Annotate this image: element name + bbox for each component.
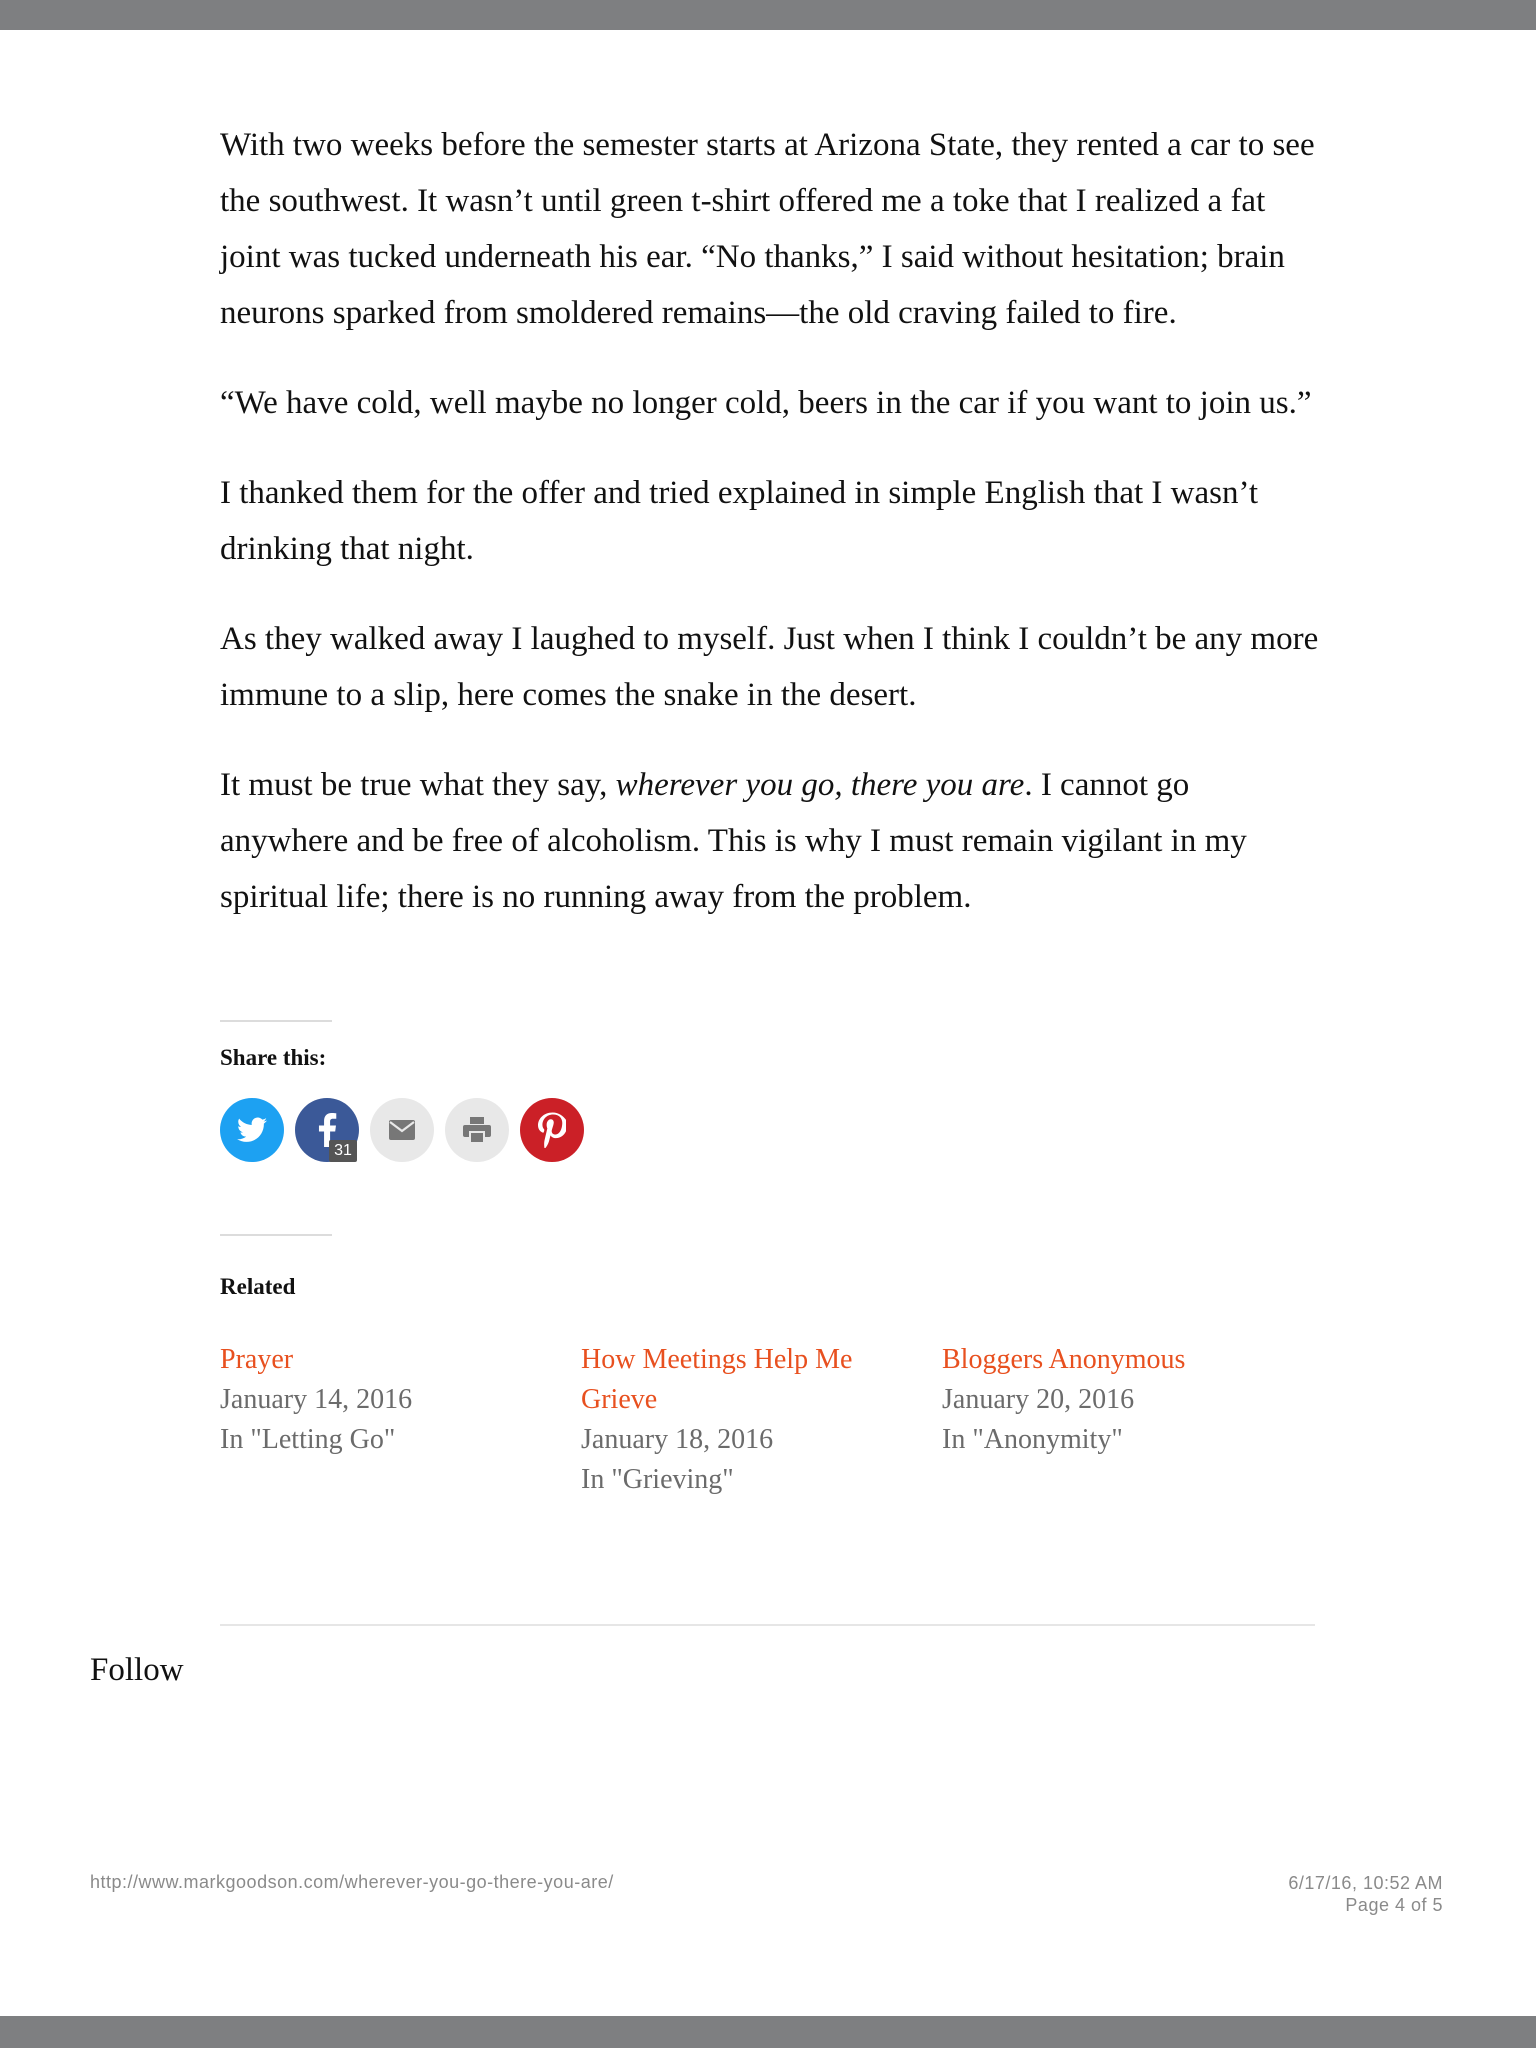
paragraph: “We have cold, well maybe no longer cold, beers in the car if you want to join us.”	[220, 385, 1312, 421]
twitter-share-button[interactable]	[220, 1098, 284, 1162]
footer-page-number: Page 4 of 5	[1345, 1895, 1443, 1915]
related-post	[220, 1340, 540, 1460]
top-bar	[0, 0, 1536, 30]
divider	[220, 1020, 332, 1022]
twitter-icon	[237, 1117, 267, 1143]
paragraph: As they walked away I laughed to myself. Just when I think I couldn’t be any more immune to a slip, here comes the snake in the desert.	[220, 621, 1319, 713]
footer-meta	[1288, 1872, 1443, 1916]
related-post-link[interactable]: How Meetings Help Me Grieve	[581, 1344, 853, 1415]
paragraph-text: . I cannot go anywhere and be free of alcoholism. This is why I must remain vigilant in my spiritual life; there is no running away from the problem.	[220, 767, 1247, 915]
footer-datetime: 6/17/16, 10:52 AM	[1288, 1873, 1443, 1893]
related-post-category: In "Anonymity"	[942, 1424, 1123, 1455]
share-title: Share this:	[220, 1045, 327, 1070]
facebook-share-button[interactable]	[295, 1098, 359, 1162]
pinterest-icon	[538, 1112, 566, 1148]
print-button[interactable]	[445, 1098, 509, 1162]
paragraph-last	[220, 757, 1320, 925]
related-post	[942, 1340, 1262, 1460]
related-post-date: January 20, 2016	[942, 1384, 1135, 1415]
paragraph: I thanked them for the offer and tried explained in simple English that I wasn’t drinking that night.	[220, 475, 1259, 567]
related-post-link[interactable]: Prayer	[220, 1344, 294, 1375]
related-post-category: In "Letting Go"	[220, 1424, 396, 1455]
pinterest-share-button[interactable]	[520, 1098, 584, 1162]
related-post-date: January 18, 2016	[581, 1424, 774, 1455]
related-post-date: January 14, 2016	[220, 1384, 413, 1415]
share-buttons	[220, 1098, 584, 1162]
email-share-button[interactable]	[370, 1098, 434, 1162]
related-title: Related	[220, 1274, 296, 1299]
facebook-share-count: 31	[329, 1140, 357, 1162]
divider	[220, 1234, 332, 1236]
footer-url: http://www.markgoodson.com/wherever-you-go-there-you-are/	[90, 1872, 614, 1892]
article-body	[220, 117, 1320, 959]
print-icon	[463, 1117, 491, 1143]
email-icon	[389, 1120, 415, 1140]
bottom-bar	[0, 2016, 1536, 2048]
section-divider	[220, 1624, 1315, 1626]
related-post-link[interactable]: Bloggers Anonymous	[942, 1344, 1186, 1375]
paragraph-text: It must be true what they say,	[220, 767, 616, 803]
related-post-category: In "Grieving"	[581, 1464, 734, 1495]
emphasis-text: wherever you go, there you are	[615, 767, 1025, 803]
paragraph: With two weeks before the semester starts at Arizona State, they rented a car to see the southwest. It wasn’t until green t-shirt offered me a toke that I realized a fat joint was tucked underneath his ear. “No thanks,” I said without hesitation; brain neurons sparked from smoldered remains—the old craving failed to fire.	[220, 127, 1315, 331]
follow-heading: Follow	[90, 1652, 184, 1688]
related-post	[581, 1340, 901, 1500]
